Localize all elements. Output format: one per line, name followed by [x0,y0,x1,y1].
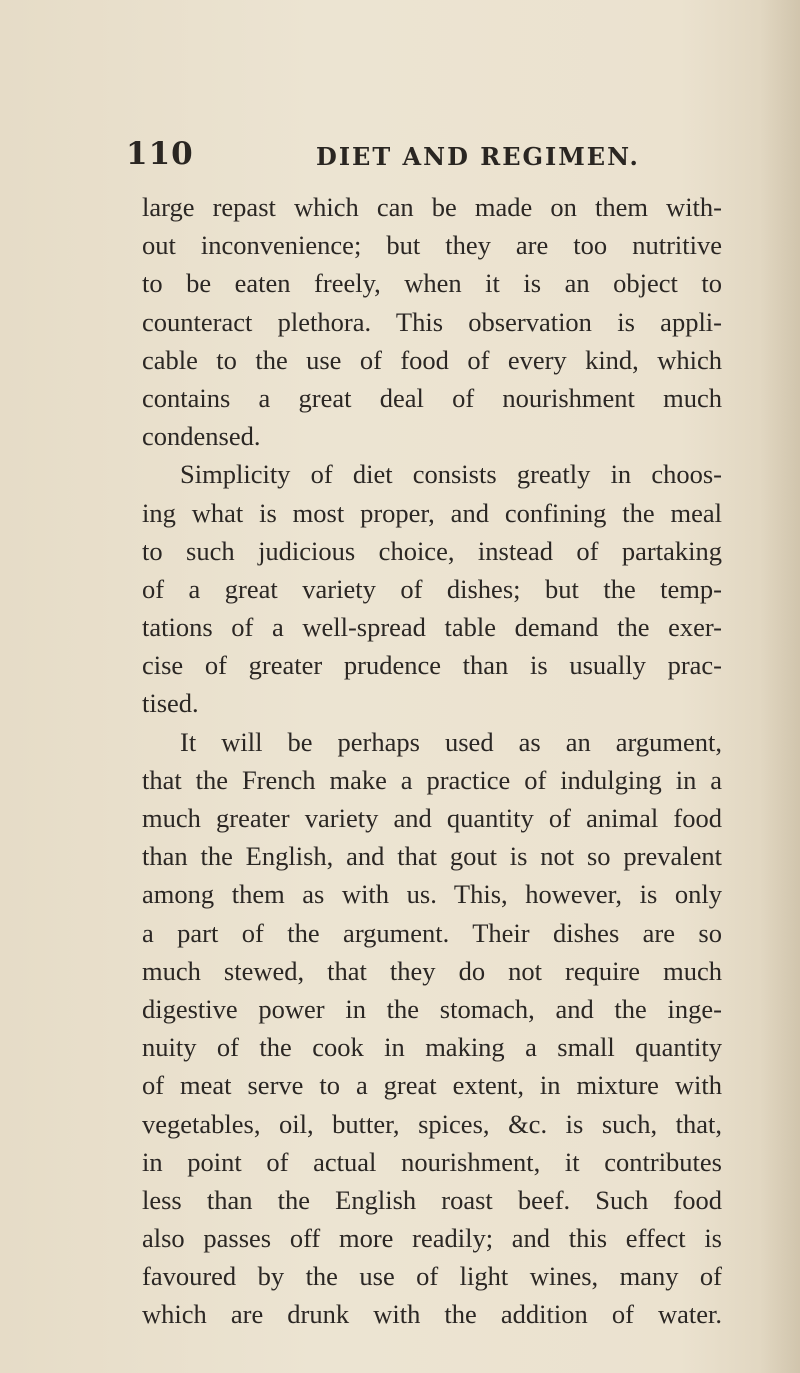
text-line: less than the English roast beef. Such food [142,1184,722,1215]
text-line: It will be perhaps used as an argument, [180,726,722,757]
body-text [142,188,722,1334]
text-line: cable to the use of food of every kind, which [142,344,722,375]
page-number: 110 [126,136,194,172]
text-line: ing what is most proper, and confining the meal [142,497,722,528]
text-line: tations of a well-spread table demand the exer- [142,612,722,643]
text-line: to such judicious choice, instead of partaking [142,535,722,566]
text-line: digestive power in the stomach, and the inge- [142,993,722,1024]
text-line: that the French make a practice of indulging in a [142,764,722,795]
text-line: much greater variety and quantity of animal food [142,803,722,833]
text-line: condensed. [142,421,261,452]
page-header [126,136,726,176]
text-line: also passes off more readily; and this effect is [142,1223,722,1254]
text-line: large repast which can be made on them with- [142,192,722,222]
text-line: among them as with us. This, however, is only [142,879,722,910]
text-line: Simplicity of diet consists greatly in choos- [180,459,722,490]
text-line: which are drunk with the addition of water. [142,1299,722,1330]
text-line: contains a great deal of nourishment much [142,382,722,413]
text-line: of a great variety of dishes; but the temp- [142,573,722,604]
text-line: tised. [142,688,199,719]
page-edge-shadow [760,0,800,1373]
text-line: than the English, and that gout is not so prevalent [142,841,722,872]
text-line: counteract plethora. This observation is appli- [142,306,722,337]
text-line: favoured by the use of light wines, many of [142,1261,722,1292]
text-line: much stewed, that they do not require much [142,955,722,986]
text-line: vegetables, oil, butter, spices, &c. is such, that, [142,1108,722,1139]
text-line: out inconvenience; but they are too nutritive [142,230,722,261]
text-line: of meat serve to a great extent, in mixture with [142,1070,722,1101]
text-line: cise of greater prudence than is usually prac- [142,650,722,681]
text-line: in point of actual nourishment, it contributes [142,1146,722,1177]
text-line: nuity of the cook in making a small quantity [142,1032,722,1063]
text-line: a part of the argument. Their dishes are so [142,917,722,948]
text-line: to be eaten freely, when it is an object to [142,268,722,299]
running-head: DIET AND REGIMEN. [316,142,640,171]
